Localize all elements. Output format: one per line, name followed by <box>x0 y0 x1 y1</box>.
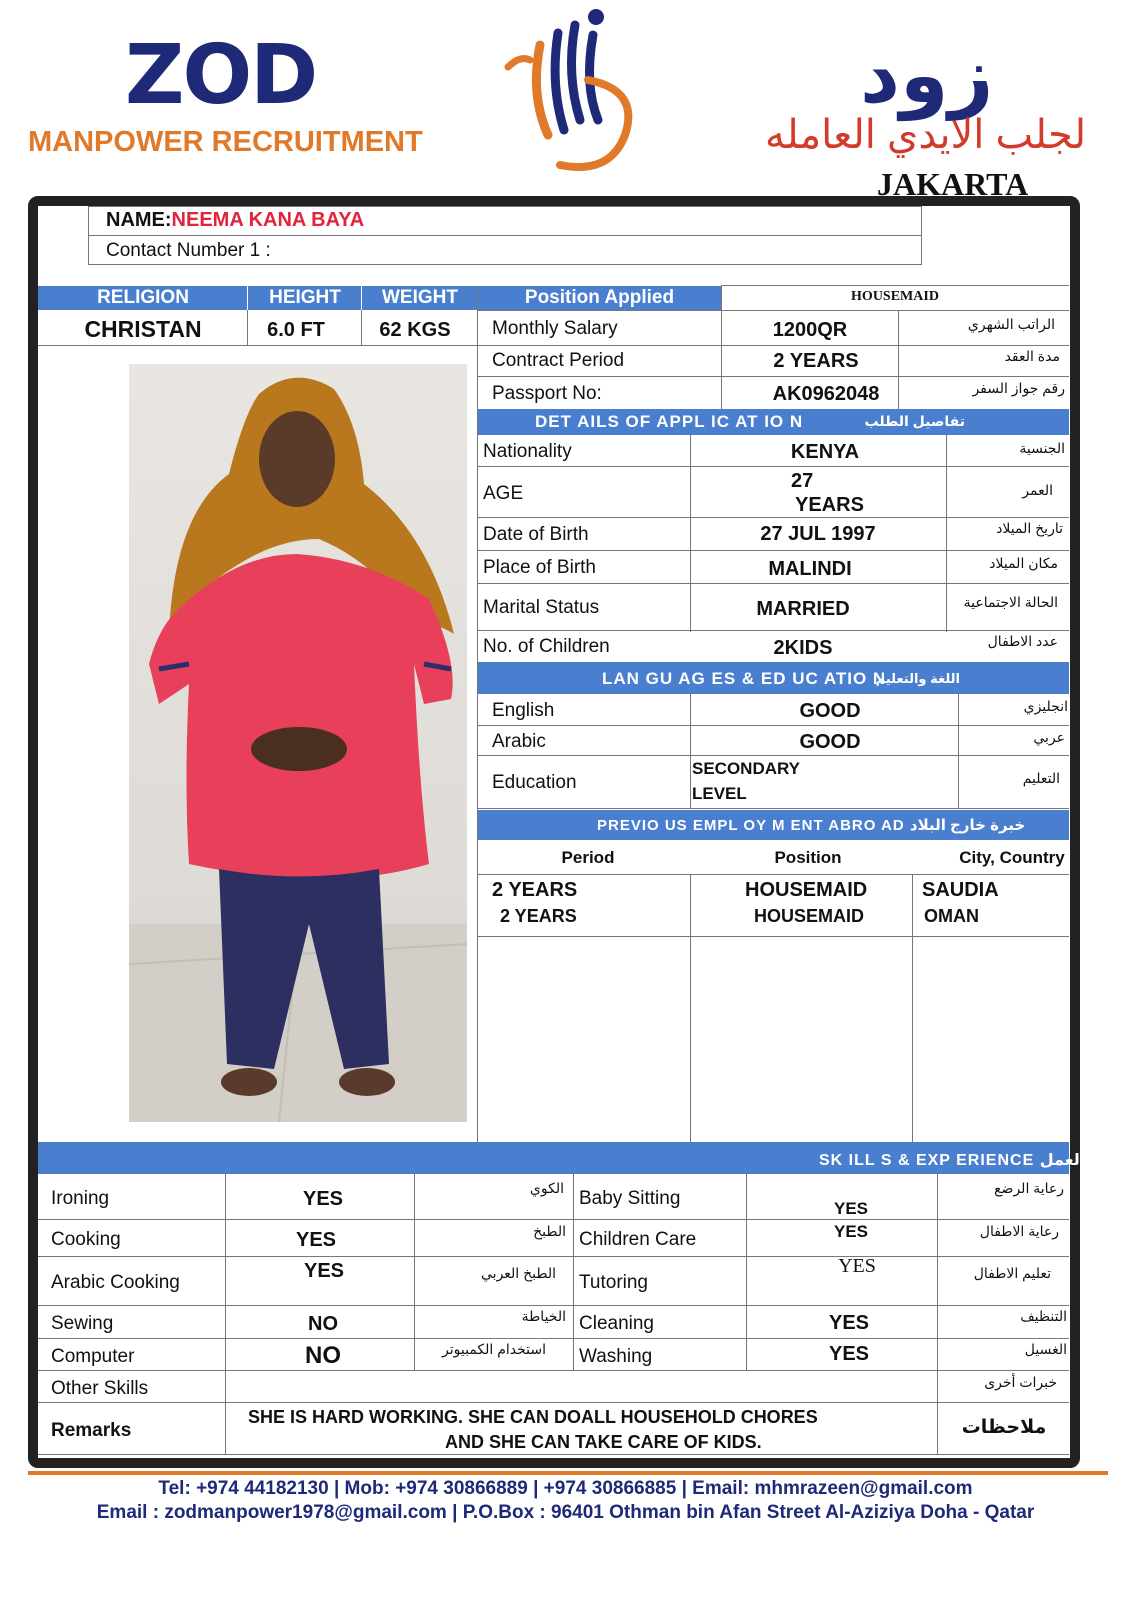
emp-header-position: Position <box>774 848 842 867</box>
marital-value: MARRIED <box>756 598 850 620</box>
education-ar: التعليم <box>1022 770 1060 786</box>
skill-childcare-label: Children Care <box>579 1229 697 1250</box>
skill-sewing-ar: الخياطة <box>521 1308 566 1324</box>
brand-logo-icon <box>500 5 670 190</box>
age-unit: YEARS <box>795 494 864 516</box>
emp-header-city: City, Country <box>959 848 1065 867</box>
children-label: No. of Children <box>483 636 610 657</box>
remarks-line-2: AND SHE CAN TAKE CARE OF KIDS. <box>445 1432 762 1452</box>
brand-arabic-subtitle: لجلب الايدي العامله <box>765 113 1087 157</box>
skill-cleaning-label: Cleaning <box>579 1313 654 1334</box>
pob-label: Place of Birth <box>483 557 596 578</box>
skill-washing-ar: الغسيل <box>1024 1341 1067 1357</box>
skill-washing-label: Washing <box>579 1346 653 1367</box>
salary-value: 1200QR <box>772 319 848 341</box>
emp-row1-position: HOUSEMAID <box>745 879 868 901</box>
brand-subtitle: MANPOWER RECRUITMENT <box>28 126 423 158</box>
english-value: GOOD <box>799 700 861 722</box>
skill-cooking-value: YES <box>295 1229 337 1251</box>
emp-row2-position: HOUSEMAID <box>754 906 865 926</box>
emp-header-period: Period <box>561 848 615 867</box>
languages-title: LAN GU AG ES & ED UC ATIO N <box>602 669 887 688</box>
weight-value: 62 KGS <box>379 319 451 341</box>
arabic-ar: عربي <box>1033 729 1065 745</box>
skill-computer-value: NO <box>305 1342 341 1369</box>
nationality-label: Nationality <box>483 441 572 462</box>
education-label: Education <box>492 772 577 793</box>
emp-row1-location: SAUDIA <box>922 879 999 901</box>
header-weight: WEIGHT <box>382 287 458 308</box>
skill-sewing-value: NO <box>308 1313 338 1335</box>
age-label: AGE <box>483 483 524 504</box>
skill-arabic-cooking-ar: الطبخ العربي <box>481 1265 556 1281</box>
emp-row2-period: 2 YEARS <box>500 906 577 926</box>
candidate-photo-illustration <box>129 364 467 1122</box>
education-value: SECONDARY <box>692 759 800 778</box>
skill-babysitting-value: YES <box>833 1199 869 1218</box>
skills-title: SK ILL S & EXP ERIENCE خبرة العمل <box>819 1152 1128 1169</box>
languages-title-ar: اللغة والتعليم <box>875 671 960 686</box>
header-position: Position Applied <box>524 287 675 308</box>
skill-arabic-cooking-label: Arabic Cooking <box>51 1272 180 1293</box>
skill-cleaning-value: YES <box>828 1312 870 1334</box>
skill-computer-label: Computer <box>51 1346 135 1367</box>
brand-logo-text: ZOD <box>125 28 317 123</box>
english-ar: انجليزي <box>1023 698 1068 714</box>
height-value: 6.0 FT <box>267 319 325 341</box>
arabic-value: GOOD <box>799 731 861 753</box>
skill-cooking-ar: الطبخ <box>533 1223 566 1239</box>
header-height: HEIGHT <box>269 287 341 308</box>
education-value-2: LEVEL <box>692 784 747 803</box>
skill-cooking-label: Cooking <box>51 1229 121 1250</box>
marital-ar: الحالة الاجتماعية <box>963 594 1058 610</box>
footer-divider <box>28 1471 1108 1475</box>
skill-ironing-label: Ironing <box>51 1188 110 1209</box>
details-title: DET AILS OF APPL IC AT IO N <box>535 412 804 431</box>
contract-value: 2 YEARS <box>773 350 859 372</box>
footer-address-line: Email : zodmanpower1978@gmail.com | P.O.Box : 96401 Othman bin Afan Street Al-Aziziya Doha - Qatar <box>96 1502 1035 1523</box>
skill-ironing-value: YES <box>302 1188 344 1210</box>
skill-cleaning-ar: التنظيف <box>1020 1308 1067 1324</box>
remarks-line-1: SHE IS HARD WORKING. SHE CAN DOALL HOUSEHOLD CHORES <box>248 1407 818 1427</box>
passport-ar: رقم جواز السفر <box>972 380 1065 396</box>
skill-babysitting-label: Baby Sitting <box>579 1188 681 1209</box>
skill-arabic-cooking-value: YES <box>303 1260 345 1282</box>
age-ar: العمر <box>1022 482 1053 498</box>
passport-value: AK0962048 <box>772 383 880 405</box>
skill-childcare-value: YES <box>833 1222 869 1241</box>
contract-label: Contract Period <box>492 350 625 371</box>
pob-ar: مكان الميلاد <box>989 555 1058 571</box>
nationality-value: KENYA <box>790 441 860 463</box>
children-ar: عدد الاطفال <box>987 633 1058 649</box>
marital-label: Marital Status <box>483 597 600 618</box>
header-religion: RELIGION <box>97 287 189 308</box>
employment-title: PREVIO US EMPL OY M ENT ABRO AD خبرة خارج البلاد <box>597 817 1026 834</box>
remarks-ar: ملاحظات <box>961 1417 1047 1438</box>
candidate-photo <box>129 364 467 1122</box>
office-city: JAKARTA <box>877 166 1029 202</box>
nationality-ar: الجنسية <box>1019 440 1065 456</box>
contact-label: Contact Number 1 : <box>106 240 271 261</box>
dob-label: Date of Birth <box>483 524 589 545</box>
skill-childcare-ar: رعاية الاطفال <box>979 1223 1059 1239</box>
english-label: English <box>492 700 555 721</box>
arabic-label: Arabic <box>492 731 546 752</box>
skill-ironing-ar: الكوي <box>529 1180 564 1196</box>
emp-row2-location: OMAN <box>924 906 979 926</box>
remarks-label: Remarks <box>51 1420 132 1441</box>
skill-computer-ar: استخدام الكمبيوتر <box>442 1341 546 1357</box>
salary-ar: الراتب الشهري <box>967 316 1055 332</box>
skill-tutoring-ar: تعليم الاطفال <box>973 1265 1051 1281</box>
position-applied-value: HOUSEMAID <box>851 289 939 304</box>
passport-label: Passport No: <box>492 383 602 404</box>
brand-arabic-logo: زود <box>860 31 994 119</box>
skill-sewing-label: Sewing <box>51 1313 114 1334</box>
skill-washing-value: YES <box>828 1343 870 1365</box>
name-row <box>106 209 364 232</box>
dob-value: 27 JUL 1997 <box>760 523 876 545</box>
dob-ar: تاريخ الميلاد <box>996 520 1063 536</box>
pob-value: MALINDI <box>768 558 852 580</box>
contract-ar: مدة العقد <box>1004 348 1060 364</box>
candidate-name: NEEMA KANA BAYA <box>171 209 365 231</box>
children-value: 2KIDS <box>773 637 833 659</box>
age-value: 27 <box>791 470 814 492</box>
name-label: NAME: <box>106 209 172 231</box>
religion-value: CHRISTAN <box>84 316 202 342</box>
other-skills-ar: خبرات أخرى <box>984 1374 1057 1390</box>
footer-contact-line: Tel: +974 44182130 | Mob: +974 30866889 | +974 30866885 | Email: mhmrazeen@gmail.com <box>158 1478 973 1499</box>
skill-babysitting-ar: رعاية الرضع <box>994 1180 1064 1196</box>
details-title-ar: تفاصيل الطلب <box>864 413 965 429</box>
emp-row1-period: 2 YEARS <box>492 879 578 901</box>
skill-tutoring-label: Tutoring <box>579 1272 648 1293</box>
skill-tutoring-value: YES <box>838 1255 876 1277</box>
salary-label: Monthly Salary <box>492 318 618 339</box>
other-skills-label: Other Skills <box>51 1378 149 1399</box>
